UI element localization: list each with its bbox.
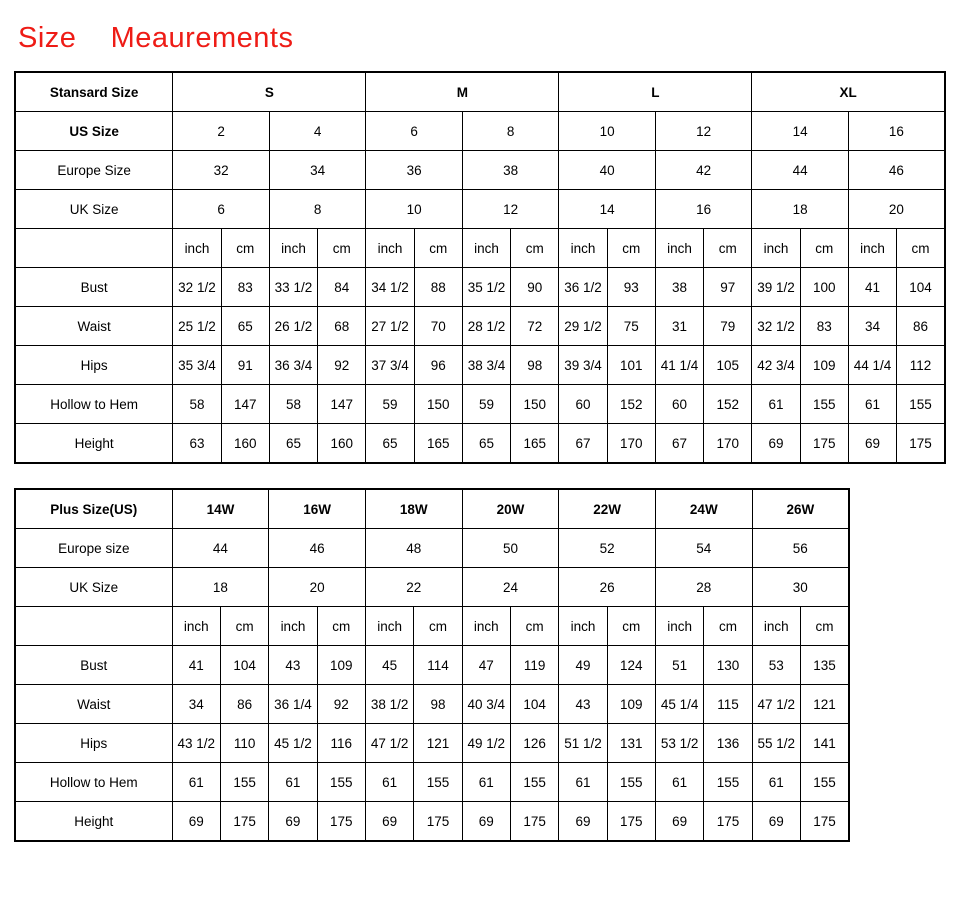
cell-value: 69 <box>462 802 510 842</box>
cell-value: 155 <box>704 763 752 802</box>
cell-value: 32 1/2 <box>173 268 221 307</box>
cell-value: 100 <box>800 268 848 307</box>
cell-value: 160 <box>221 424 269 464</box>
table-row <box>15 307 945 346</box>
cell-value: 105 <box>704 346 752 385</box>
cell-value: 131 <box>607 724 655 763</box>
standard-header-label: Stansard Size <box>15 72 173 112</box>
cell-value: 22 <box>365 568 462 607</box>
cell-value: 92 <box>317 685 365 724</box>
cell-value: 86 <box>897 307 945 346</box>
cell-value: 48 <box>365 529 462 568</box>
cell-value: 155 <box>414 763 462 802</box>
cell-value: 160 <box>318 424 366 464</box>
cell-value: 47 1/2 <box>365 724 413 763</box>
cell-value: 150 <box>414 385 462 424</box>
cell-value: 52 <box>559 529 656 568</box>
cell-value: 136 <box>704 724 752 763</box>
size-group-m: M <box>366 72 559 112</box>
cell-value: 41 <box>172 646 220 685</box>
cell-value: 124 <box>607 646 655 685</box>
unit-cell: inch <box>462 607 510 646</box>
standard-size-table <box>14 71 946 464</box>
cell-value: 93 <box>607 268 655 307</box>
cell-value: 72 <box>511 307 559 346</box>
cell-value: 58 <box>269 385 317 424</box>
row-label-height: Height <box>15 802 172 842</box>
cell-value: 18 <box>752 190 849 229</box>
row-label-europe-size: Europe size <box>15 529 172 568</box>
cell-value: 8 <box>269 190 366 229</box>
cell-value: 31 <box>655 307 703 346</box>
size-group-14w: 14W <box>172 489 269 529</box>
cell-value: 28 1/2 <box>462 307 510 346</box>
cell-value: 38 <box>655 268 703 307</box>
cell-value: 34 <box>172 685 220 724</box>
table-row <box>15 646 849 685</box>
cell-value: 83 <box>800 307 848 346</box>
unit-cell: inch <box>848 229 896 268</box>
cell-value: 34 <box>269 151 366 190</box>
unit-cell: cm <box>897 229 945 268</box>
cell-value: 4 <box>269 112 366 151</box>
cell-value: 43 <box>269 646 317 685</box>
cell-value: 32 <box>173 151 270 190</box>
cell-value: 26 1/2 <box>269 307 317 346</box>
cell-value: 42 3/4 <box>752 346 800 385</box>
cell-value: 55 1/2 <box>752 724 800 763</box>
unit-cell: cm <box>221 229 269 268</box>
unit-cell: cm <box>317 607 365 646</box>
cell-value: 61 <box>848 385 896 424</box>
cell-value: 109 <box>607 685 655 724</box>
table-row <box>15 346 945 385</box>
cell-value: 12 <box>462 190 559 229</box>
cell-value: 61 <box>559 763 607 802</box>
table-row <box>15 763 849 802</box>
row-label-bust: Bust <box>15 268 173 307</box>
cell-value: 20 <box>269 568 366 607</box>
cell-value: 6 <box>173 190 270 229</box>
cell-value: 69 <box>752 424 800 464</box>
cell-value: 67 <box>559 424 607 464</box>
cell-value: 10 <box>559 112 656 151</box>
cell-value: 59 <box>462 385 510 424</box>
cell-value: 44 1/4 <box>848 346 896 385</box>
table-row <box>15 685 849 724</box>
cell-value: 39 3/4 <box>559 346 607 385</box>
cell-value: 61 <box>365 763 413 802</box>
cell-value: 175 <box>510 802 558 842</box>
cell-value: 42 <box>655 151 752 190</box>
cell-value: 61 <box>655 763 703 802</box>
row-label-waist: Waist <box>15 307 173 346</box>
cell-value: 109 <box>800 346 848 385</box>
cell-value: 67 <box>655 424 703 464</box>
cell-value: 115 <box>704 685 752 724</box>
cell-value: 53 <box>752 646 800 685</box>
cell-value: 45 1/4 <box>655 685 703 724</box>
size-group-s: S <box>173 72 366 112</box>
unit-cell: inch <box>655 229 703 268</box>
cell-value: 68 <box>318 307 366 346</box>
cell-value: 147 <box>318 385 366 424</box>
cell-value: 104 <box>220 646 268 685</box>
unit-cell: inch <box>172 607 220 646</box>
cell-value: 83 <box>221 268 269 307</box>
cell-value: 155 <box>317 763 365 802</box>
cell-value: 98 <box>414 685 462 724</box>
cell-value: 96 <box>414 346 462 385</box>
unit-cell: cm <box>800 229 848 268</box>
standard-table-body <box>15 72 945 463</box>
page-title: Size Meaurements <box>18 22 294 54</box>
unit-cell: inch <box>173 229 221 268</box>
unit-cell: cm <box>318 229 366 268</box>
cell-value: 175 <box>317 802 365 842</box>
table-row <box>15 112 945 151</box>
cell-value: 46 <box>848 151 945 190</box>
cell-value: 18 <box>172 568 269 607</box>
cell-value: 86 <box>220 685 268 724</box>
cell-value: 65 <box>462 424 510 464</box>
cell-value: 58 <box>173 385 221 424</box>
cell-value: 60 <box>655 385 703 424</box>
cell-value: 112 <box>897 346 945 385</box>
cell-value: 155 <box>897 385 945 424</box>
cell-value: 175 <box>607 802 655 842</box>
unit-cell: cm <box>607 229 655 268</box>
cell-value: 175 <box>800 802 849 842</box>
cell-value: 130 <box>704 646 752 685</box>
unit-cell: cm <box>414 607 462 646</box>
cell-value: 51 1/2 <box>559 724 607 763</box>
table-row-header <box>15 72 945 112</box>
table-row <box>15 385 945 424</box>
cell-value: 109 <box>317 646 365 685</box>
cell-value: 65 <box>221 307 269 346</box>
cell-value: 54 <box>655 529 752 568</box>
cell-value: 175 <box>414 802 462 842</box>
cell-value: 43 <box>559 685 607 724</box>
unit-cell: inch <box>559 229 607 268</box>
unit-cell: cm <box>511 229 559 268</box>
cell-value: 16 <box>848 112 945 151</box>
row-label-hollow-to-hem: Hollow to Hem <box>15 385 173 424</box>
row-label-waist: Waist <box>15 685 172 724</box>
cell-value: 65 <box>269 424 317 464</box>
cell-value: 29 1/2 <box>559 307 607 346</box>
cell-value: 104 <box>510 685 558 724</box>
unit-cell: inch <box>269 229 317 268</box>
row-label-us-size: US Size <box>15 112 173 151</box>
table-row <box>15 190 945 229</box>
unit-cell: cm <box>510 607 558 646</box>
cell-value: 88 <box>414 268 462 307</box>
cell-value: 41 <box>848 268 896 307</box>
cell-value: 175 <box>704 802 752 842</box>
cell-value: 110 <box>220 724 268 763</box>
cell-value: 63 <box>173 424 221 464</box>
size-group-xl: XL <box>752 72 945 112</box>
row-label-hips: Hips <box>15 346 173 385</box>
unit-cell: inch <box>462 229 510 268</box>
row-label-bust: Bust <box>15 646 172 685</box>
cell-value: 155 <box>220 763 268 802</box>
cell-value: 44 <box>172 529 269 568</box>
cell-value: 20 <box>848 190 945 229</box>
table-row <box>15 529 849 568</box>
cell-value: 165 <box>511 424 559 464</box>
cell-value: 84 <box>318 268 366 307</box>
cell-value: 8 <box>462 112 559 151</box>
cell-value: 16 <box>655 190 752 229</box>
cell-value: 35 1/2 <box>462 268 510 307</box>
cell-value: 61 <box>172 763 220 802</box>
cell-value: 121 <box>414 724 462 763</box>
cell-value: 36 1/4 <box>269 685 317 724</box>
cell-value: 28 <box>655 568 752 607</box>
cell-value: 61 <box>269 763 317 802</box>
cell-value: 69 <box>655 802 703 842</box>
cell-value: 45 1/2 <box>269 724 317 763</box>
unit-cell: inch <box>752 607 800 646</box>
table-row <box>15 424 945 464</box>
cell-value: 53 1/2 <box>655 724 703 763</box>
cell-value: 12 <box>655 112 752 151</box>
cell-value: 26 <box>559 568 656 607</box>
unit-cell: cm <box>220 607 268 646</box>
size-group-16w: 16W <box>269 489 366 529</box>
plus-size-table-wrap <box>0 488 960 842</box>
unit-cell: inch <box>365 607 413 646</box>
cell-value: 61 <box>752 385 800 424</box>
cell-value: 65 <box>366 424 414 464</box>
unit-cell: inch <box>655 607 703 646</box>
cell-value: 47 1/2 <box>752 685 800 724</box>
cell-value: 34 1/2 <box>366 268 414 307</box>
cell-value: 152 <box>704 385 752 424</box>
cell-value: 121 <box>800 685 849 724</box>
cell-value: 51 <box>655 646 703 685</box>
size-group-26w: 26W <box>752 489 849 529</box>
cell-value: 50 <box>462 529 559 568</box>
row-label-uk-size: UK Size <box>15 190 173 229</box>
cell-value: 155 <box>800 763 849 802</box>
unit-row-empty-label <box>15 607 172 646</box>
row-label-hips: Hips <box>15 724 172 763</box>
cell-value: 141 <box>800 724 849 763</box>
cell-value: 10 <box>366 190 463 229</box>
cell-value: 14 <box>752 112 849 151</box>
unit-cell: inch <box>559 607 607 646</box>
cell-value: 6 <box>366 112 463 151</box>
cell-value: 33 1/2 <box>269 268 317 307</box>
unit-cell: cm <box>704 607 752 646</box>
cell-value: 25 1/2 <box>173 307 221 346</box>
cell-value: 38 3/4 <box>462 346 510 385</box>
size-group-24w: 24W <box>655 489 752 529</box>
cell-value: 92 <box>318 346 366 385</box>
size-group-22w: 22W <box>559 489 656 529</box>
cell-value: 152 <box>607 385 655 424</box>
unit-cell: cm <box>704 229 752 268</box>
cell-value: 69 <box>559 802 607 842</box>
plus-size-table <box>14 488 850 842</box>
cell-value: 126 <box>510 724 558 763</box>
cell-value: 175 <box>220 802 268 842</box>
cell-value: 37 3/4 <box>366 346 414 385</box>
unit-cell: inch <box>366 229 414 268</box>
cell-value: 175 <box>800 424 848 464</box>
unit-cell: inch <box>752 229 800 268</box>
size-group-18w: 18W <box>365 489 462 529</box>
cell-value: 119 <box>510 646 558 685</box>
table-row-units <box>15 229 945 268</box>
cell-value: 61 <box>752 763 800 802</box>
table-row <box>15 724 849 763</box>
row-label-height: Height <box>15 424 173 464</box>
cell-value: 36 3/4 <box>269 346 317 385</box>
cell-value: 98 <box>511 346 559 385</box>
cell-value: 101 <box>607 346 655 385</box>
cell-value: 165 <box>414 424 462 464</box>
row-label-europe-size: Europe Size <box>15 151 173 190</box>
size-group-l: L <box>559 72 752 112</box>
cell-value: 49 <box>559 646 607 685</box>
cell-value: 36 <box>366 151 463 190</box>
standard-size-table-wrap <box>0 71 960 464</box>
cell-value: 69 <box>172 802 220 842</box>
table-row-header <box>15 489 849 529</box>
table-row <box>15 802 849 842</box>
cell-value: 46 <box>269 529 366 568</box>
cell-value: 170 <box>607 424 655 464</box>
cell-value: 69 <box>365 802 413 842</box>
cell-value: 91 <box>221 346 269 385</box>
cell-value: 36 1/2 <box>559 268 607 307</box>
cell-value: 70 <box>414 307 462 346</box>
cell-value: 170 <box>704 424 752 464</box>
cell-value: 32 1/2 <box>752 307 800 346</box>
cell-value: 45 <box>365 646 413 685</box>
unit-row-empty-label <box>15 229 173 268</box>
cell-value: 40 3/4 <box>462 685 510 724</box>
cell-value: 147 <box>221 385 269 424</box>
cell-value: 69 <box>752 802 800 842</box>
cell-value: 175 <box>897 424 945 464</box>
unit-cell: cm <box>800 607 849 646</box>
cell-value: 150 <box>511 385 559 424</box>
cell-value: 69 <box>848 424 896 464</box>
cell-value: 27 1/2 <box>366 307 414 346</box>
table-row <box>15 268 945 307</box>
unit-cell: inch <box>269 607 317 646</box>
cell-value: 59 <box>366 385 414 424</box>
unit-cell: cm <box>607 607 655 646</box>
plus-table-body <box>15 489 849 841</box>
cell-value: 60 <box>559 385 607 424</box>
cell-value: 41 1/4 <box>655 346 703 385</box>
cell-value: 35 3/4 <box>173 346 221 385</box>
cell-value: 39 1/2 <box>752 268 800 307</box>
row-label-uk-size: UK Size <box>15 568 172 607</box>
plus-header-label: Plus Size(US) <box>15 489 172 529</box>
cell-value: 56 <box>752 529 849 568</box>
size-group-20w: 20W <box>462 489 559 529</box>
cell-value: 2 <box>173 112 270 151</box>
cell-value: 24 <box>462 568 559 607</box>
cell-value: 38 <box>462 151 559 190</box>
cell-value: 104 <box>897 268 945 307</box>
cell-value: 155 <box>607 763 655 802</box>
cell-value: 114 <box>414 646 462 685</box>
cell-value: 79 <box>704 307 752 346</box>
cell-value: 155 <box>510 763 558 802</box>
cell-value: 61 <box>462 763 510 802</box>
cell-value: 116 <box>317 724 365 763</box>
table-row <box>15 151 945 190</box>
unit-cell: cm <box>414 229 462 268</box>
cell-value: 44 <box>752 151 849 190</box>
table-row-units <box>15 607 849 646</box>
cell-value: 40 <box>559 151 656 190</box>
cell-value: 155 <box>800 385 848 424</box>
cell-value: 97 <box>704 268 752 307</box>
cell-value: 49 1/2 <box>462 724 510 763</box>
cell-value: 43 1/2 <box>172 724 220 763</box>
cell-value: 75 <box>607 307 655 346</box>
cell-value: 69 <box>269 802 317 842</box>
cell-value: 47 <box>462 646 510 685</box>
cell-value: 135 <box>800 646 849 685</box>
cell-value: 34 <box>848 307 896 346</box>
cell-value: 90 <box>511 268 559 307</box>
cell-value: 38 1/2 <box>365 685 413 724</box>
cell-value: 30 <box>752 568 849 607</box>
cell-value: 14 <box>559 190 656 229</box>
row-label-hollow-to-hem: Hollow to Hem <box>15 763 172 802</box>
table-row <box>15 568 849 607</box>
